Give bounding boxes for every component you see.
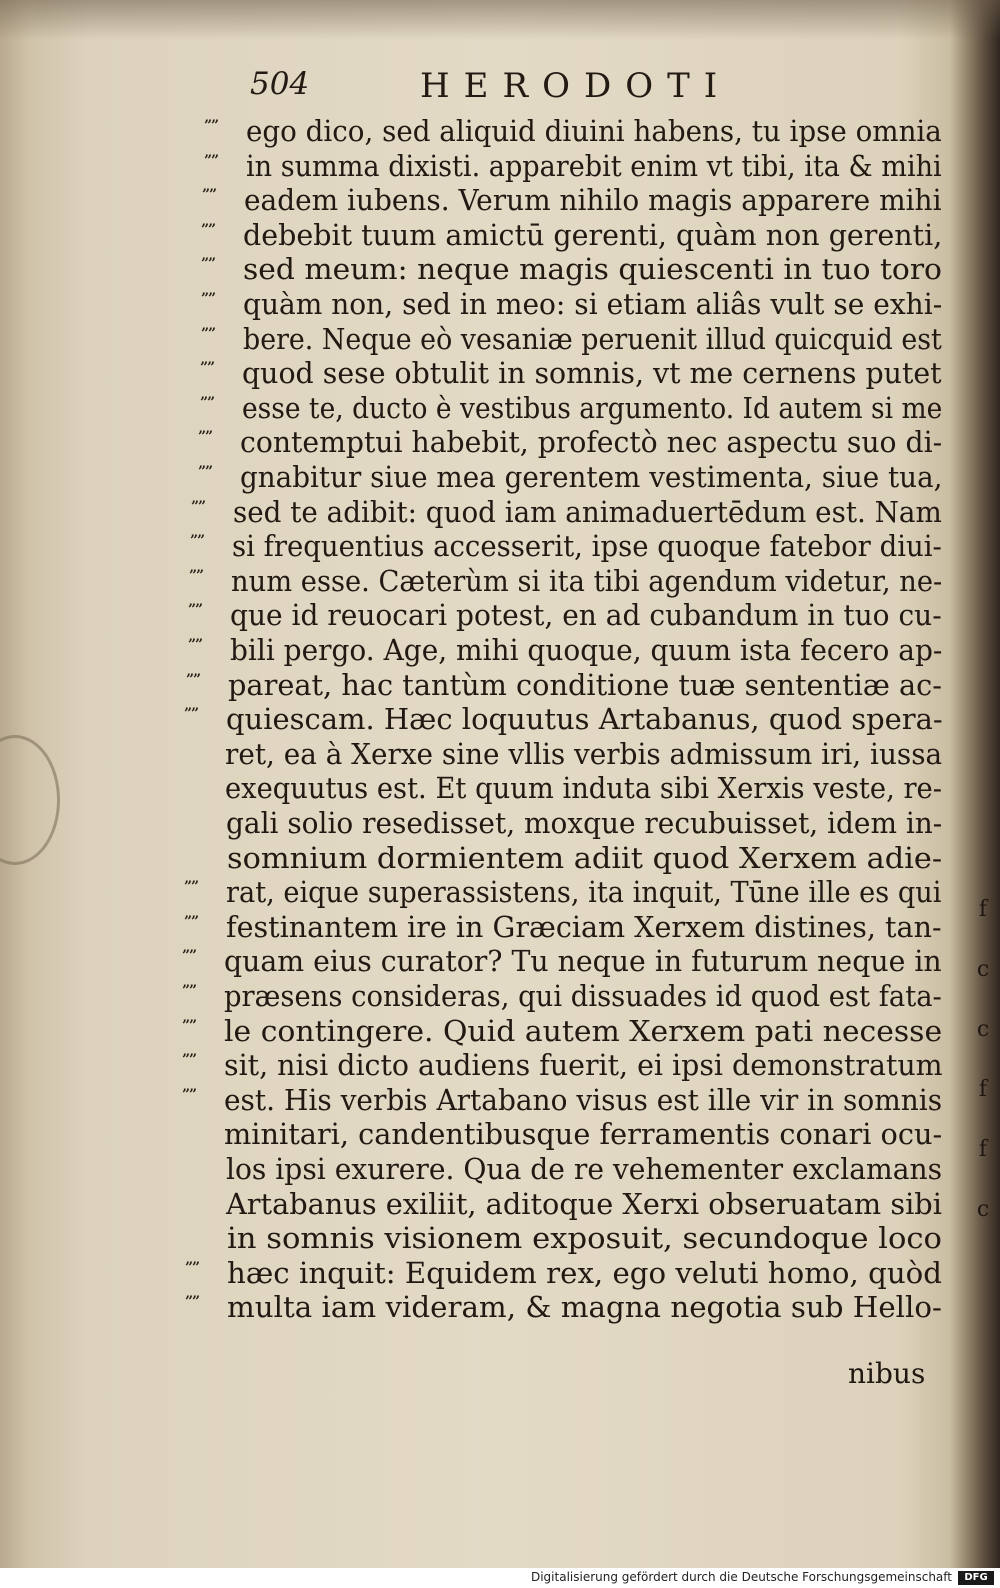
quotation-mark: ”” [186,671,201,688]
text-line: somnium dormientem adiit quod Xerxem adie- [227,840,943,875]
page-number: 504 [250,66,310,102]
running-head [0,66,1000,116]
text-line: minitari, candentibusque ferramentis conari ocu- [224,1117,943,1152]
quotation-mark: ”” [184,913,199,930]
quotation-mark: ”” [191,498,206,515]
text-line: bere. Neque eò vesaniæ peruenit illud quicquid est [243,321,942,356]
edge-glyph: f [978,1077,988,1102]
clasp-impression [0,735,60,865]
text-line: est. His verbis Artabano visus est ille vir in somnis [224,1082,943,1117]
quotation-mark: ”” [200,360,215,377]
edge-glyph: f [978,1137,988,1162]
text-line: quam eius curator? Tu neque in futurum neque in [224,944,942,979]
quotation-mark: ”” [185,1259,200,1276]
facing-page-edge [968,880,998,1240]
text-line: ret, ea à Xerxe sine vllis verbis admissum iri, iussa [225,736,943,771]
text-line: sit, nisi dicto audiens fuerit, ei ipsi demonstratum [224,1048,943,1083]
quotation-mark: ”” [201,325,216,342]
quotation-mark: ”” [182,1086,197,1103]
running-title: HERODOTI [420,66,732,106]
quotation-mark: ”” [198,429,213,446]
text-line: rat, eique superassistens, ita inquit, Tūne ille es qui [226,875,942,910]
text-line: le contingere. Quid autem Xerxem pati necesse [224,1013,943,1048]
text-line: pareat, hac tantùm conditione tuæ sententiæ ac- [228,667,943,702]
text-line: bili pergo. Age, mihi quoque, quum ista fecero ap- [230,633,943,667]
quotation-mark: ”” [184,879,199,896]
text-line: sed te adibit: quod iam animaduertēdum est. Nam [233,494,942,529]
footer-credit: Digitalisierung gefördert durch die Deutsche Forschungsgemeinschaft [530,1570,952,1584]
text-line: quàm non, sed in meo: si etiam aliâs vult se exhi- [243,287,943,321]
quotation-mark: ”” [201,291,216,307]
quotation-mark: ”” [189,567,204,584]
text-line: debebit tuum amictū gerenti, quàm non gerenti, [243,217,943,252]
text-line: præsens consideras, qui dissuades id quod est fata- [224,979,942,1013]
quotation-mark: ”” [201,221,216,238]
quotation-mark: ”” [204,152,219,169]
footer-bar [0,1568,1000,1588]
text-line: festinantem ire in Græciam Xerxem distines, tan- [226,909,942,944]
edge-glyph: f [978,897,988,922]
edge-glyph: c [976,1197,990,1222]
quotation-mark: ”” [182,1052,197,1069]
quotation-mark: ”” [185,1294,200,1311]
quotation-mark: ”” [198,464,213,480]
quotation-mark: ”” [182,948,197,965]
text-line: in summa dixisti. apparebit enim vt tibi, ita & mihi [246,148,942,183]
text-line: eadem iubens. Verum nihilo magis apparere mihi [244,183,942,218]
text-line: los ipsi exurere. Qua de re vehementer exclamans [226,1152,943,1186]
text-line: hæc inquit: Equidem rex, ego veluti homo, quòd [227,1255,942,1290]
text-line: Artabanus exiliit, aditoque Xerxi obseruatam sibi [226,1186,942,1221]
text-line: multa iam videram, & magna negotia sub Hello- [227,1290,942,1325]
quotation-mark: ”” [182,983,197,999]
text-line: num esse. Cæterùm si ita tibi agendum videtur, ne- [231,563,943,598]
quotation-mark: ”” [182,1017,197,1034]
dfg-logo: DFG [958,1571,994,1585]
text-line: contemptui habebit, profectò nec aspectu suo di- [240,425,943,460]
text-line: si frequentius accesserit, ipse quoque fatebor diui- [232,529,942,564]
quotation-mark: ”” [188,602,203,619]
text-line: ego dico, sed aliquid diuini habens, tu ipse omnia [246,114,942,148]
text-line: sed meum: neque magis quiescenti in tuo toro [243,252,942,287]
quotation-mark: ”” [204,118,219,134]
edge-glyph: c [976,957,990,982]
text-line: quiescam. Hæc loquutus Artabanus, quod spera- [226,702,943,737]
text-line: exequutus est. Et quum induta sibi Xerxis veste, re- [225,771,942,806]
quotation-mark: ”” [201,256,216,273]
text-line: in somnis visionem exposuit, secundoque loco [227,1221,943,1256]
quotation-mark: ”” [184,706,199,723]
text-line: que id reuocari potest, en ad cubandum in tuo cu- [230,598,942,633]
text-line: gali solio resedisset, moxque recubuisset, idem in- [226,806,943,840]
catchword: nibus [848,1357,926,1390]
quotation-mark: ”” [190,533,205,550]
quotation-mark: ”” [202,187,217,204]
edge-glyph: c [976,1017,990,1042]
text-line: gnabitur siue mea gerentem vestimenta, siue tua, [240,460,943,494]
quotation-mark: ”” [200,394,215,411]
text-line: esse te, ducto è vestibus argumento. Id autem si me [242,390,943,425]
text-line: quod sese obtulit in somnis, vt me cernens putet [242,356,942,391]
quotation-mark: ”” [188,637,203,653]
